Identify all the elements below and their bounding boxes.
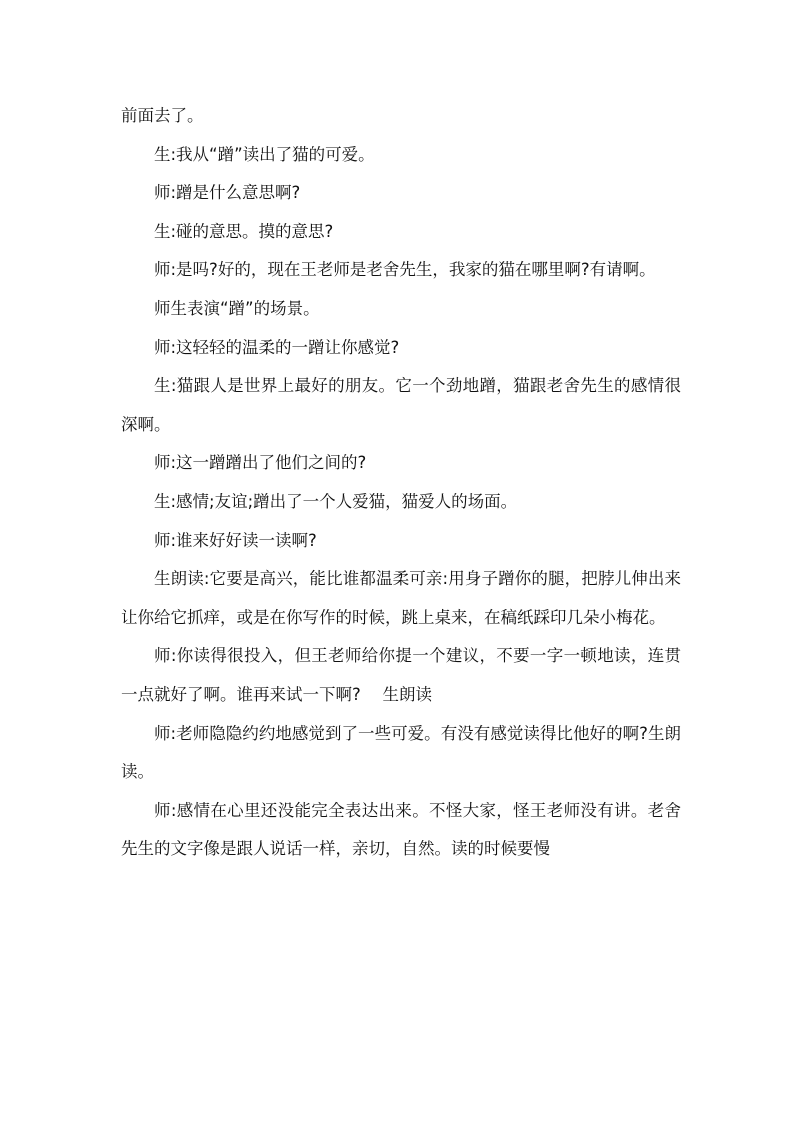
paragraph: 师:感情在心里还没能完全表达出来。不怪大家，怪王老师没有讲。老舍先生的文字像是跟人说话一样，亲切，自然。读的时候要慢 xyxy=(121,800,681,859)
paragraph: 前面去了。 xyxy=(121,106,204,125)
paragraph: 师:这轻轻的温柔的一蹭让你感觉? xyxy=(154,337,400,357)
paragraph: 师:你读得很投入，但王老师给你提一个建议，不要一字一顿地读，连贯一点就好了啊。谁再来试一下啊? 生朗读 xyxy=(121,646,681,704)
paragraph: 师生表演“蹭”的场景。 xyxy=(154,298,320,318)
paragraph: 师:老师隐隐约约地感觉到了一些可爱。有没有感觉读得比他好的啊?生朗读。 xyxy=(121,723,681,782)
paragraph: 生朗读:它要是高兴，能比谁都温柔可亲:用身子蹭你的腿，把脖儿伸出来让你给它抓痒，或是在你写作的时候，跳上桌来，在稿纸踩印几朵小梅花。 xyxy=(121,569,681,627)
paragraph: 师:谁来好好读一读啊? xyxy=(154,530,317,550)
paragraph: 生:我从“蹭”读出了猫的可爱。 xyxy=(154,144,375,164)
paragraph: 师:这一蹭蹭出了他们之间的? xyxy=(154,453,367,473)
paragraph: 师:蹭是什么意思啊? xyxy=(154,183,301,203)
paragraph: 生:碰的意思。摸的意思? xyxy=(154,221,334,241)
paragraph: 生:猫跟人是世界上最好的朋友。它一个劲地蹭，猫跟老舍先生的感情很深啊。 xyxy=(121,376,681,434)
paragraph: 师:是吗?好的，现在王老师是老舍先生，我家的猫在哪里啊?有请啊。 xyxy=(154,260,656,280)
paragraph: 生:感情;友谊;蹭出了一个人爱猫，猫爱人的场面。 xyxy=(154,491,518,511)
document-body xyxy=(121,97,681,869)
